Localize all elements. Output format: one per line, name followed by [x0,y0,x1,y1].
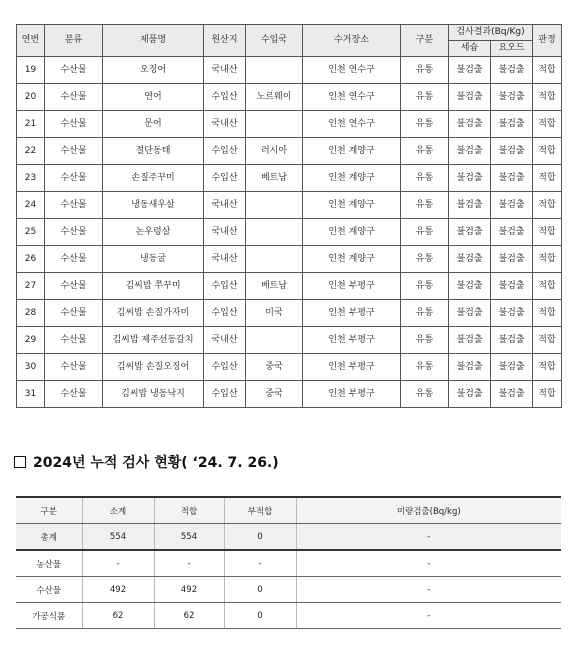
cell-verdict: 적합 [533,273,562,300]
cell-iodine: 불검출 [491,138,533,165]
cell-iodine: 불검출 [491,57,533,84]
summary-header-pass: 적합 [154,497,224,524]
header-iodine: 요오드 [491,41,533,57]
cell-location: 인천 연수구 [303,57,401,84]
summary-cell-trace: - [296,577,561,603]
table-row [17,300,562,327]
cell-iodine: 불검출 [491,246,533,273]
cell-import-country [246,192,303,219]
cell-division: 유통 [401,138,449,165]
cell-no: 29 [17,327,45,354]
table-row [17,192,562,219]
summary-cell-division: 가공식품 [16,603,82,629]
cell-origin: 수입산 [204,138,246,165]
cell-no: 24 [17,192,45,219]
cell-iodine: 불검출 [491,192,533,219]
cell-origin: 수입산 [204,300,246,327]
cell-cesium: 불검출 [449,381,491,408]
cell-verdict: 적합 [533,138,562,165]
cell-product: 김씨밥 제주선동갈치 [103,327,204,354]
summary-row [16,550,561,577]
header-result-group: 검사결과(Bq/Kg) [449,25,533,41]
cell-no: 20 [17,84,45,111]
cell-verdict: 적합 [533,300,562,327]
cell-location: 인천 연수구 [303,111,401,138]
cell-verdict: 적합 [533,165,562,192]
table-row [17,273,562,300]
summary-cell-pass: - [154,550,224,577]
cell-import-country: 러시아 [246,138,303,165]
cell-category: 수산물 [45,111,103,138]
cell-origin: 국내산 [204,111,246,138]
inspection-results-body [17,57,562,408]
cell-cesium: 불검출 [449,246,491,273]
cell-iodine: 불검출 [491,354,533,381]
summary-cell-pass: 62 [154,603,224,629]
cell-location: 인천 부평구 [303,300,401,327]
cell-origin: 국내산 [204,327,246,354]
summary-header-subtotal: 소계 [82,497,154,524]
summary-cell-fail: - [224,550,296,577]
cell-category: 수산물 [45,192,103,219]
cell-cesium: 불검출 [449,192,491,219]
cell-import-country: 노르웨이 [246,84,303,111]
cell-no: 27 [17,273,45,300]
cell-location: 인천 계양구 [303,219,401,246]
cell-verdict: 적합 [533,327,562,354]
header-division: 구분 [401,25,449,57]
cell-iodine: 불검출 [491,381,533,408]
cell-import-country [246,111,303,138]
table-row [17,219,562,246]
cell-no: 22 [17,138,45,165]
cell-cesium: 불검출 [449,219,491,246]
summary-heading [14,452,279,472]
cell-location: 인천 계양구 [303,165,401,192]
cell-category: 수산물 [45,273,103,300]
summary-row [16,524,561,551]
table-row [17,84,562,111]
checkbox-square-icon [14,456,26,468]
cell-no: 28 [17,300,45,327]
cell-division: 유통 [401,327,449,354]
cell-import-country [246,246,303,273]
cell-origin: 수입산 [204,84,246,111]
cell-location: 인천 부평구 [303,354,401,381]
summary-cell-subtotal: 492 [82,577,154,603]
cell-product: 김씨밥 손질오징어 [103,354,204,381]
cell-cesium: 불검출 [449,273,491,300]
cell-iodine: 불검출 [491,165,533,192]
cell-category: 수산물 [45,246,103,273]
cell-iodine: 불검출 [491,84,533,111]
cell-import-country: 미국 [246,300,303,327]
cell-division: 유통 [401,246,449,273]
cell-cesium: 불검출 [449,300,491,327]
cell-location: 인천 계양구 [303,246,401,273]
cell-division: 유통 [401,165,449,192]
cell-cesium: 불검출 [449,327,491,354]
summary-cell-division: 수산물 [16,577,82,603]
cell-division: 유통 [401,273,449,300]
table-row [17,57,562,84]
cell-location: 인천 연수구 [303,84,401,111]
cell-division: 유통 [401,57,449,84]
inspection-results-table [16,24,562,408]
header-cesium: 세슘 [449,41,491,57]
cell-origin: 수입산 [204,354,246,381]
cell-cesium: 불검출 [449,138,491,165]
cell-verdict: 적합 [533,246,562,273]
table-row [17,381,562,408]
table-row [17,354,562,381]
summary-cell-fail: 0 [224,524,296,551]
cell-division: 유통 [401,219,449,246]
cell-import-country: 베트남 [246,273,303,300]
cell-product: 절단동태 [103,138,204,165]
summary-cell-fail: 0 [224,603,296,629]
cell-location: 인천 부평구 [303,327,401,354]
cell-category: 수산물 [45,138,103,165]
cell-verdict: 적합 [533,84,562,111]
cell-product: 김씨밥 냉동낙지 [103,381,204,408]
cell-location: 인천 부평구 [303,273,401,300]
cell-location: 인천 계양구 [303,192,401,219]
cell-division: 유통 [401,84,449,111]
cell-import-country [246,219,303,246]
summary-cell-trace: - [296,524,561,551]
cell-verdict: 적합 [533,381,562,408]
cell-no: 19 [17,57,45,84]
cell-import-country: 베트남 [246,165,303,192]
cell-category: 수산물 [45,165,103,192]
cell-cesium: 불검출 [449,57,491,84]
cell-division: 유통 [401,381,449,408]
cell-product: 연어 [103,84,204,111]
cell-verdict: 적합 [533,192,562,219]
cell-cesium: 불검출 [449,165,491,192]
cell-no: 25 [17,219,45,246]
table-row [17,246,562,273]
cell-cesium: 불검출 [449,111,491,138]
header-category: 분류 [45,25,103,57]
cell-verdict: 적합 [533,57,562,84]
cell-category: 수산물 [45,327,103,354]
cell-origin: 국내산 [204,57,246,84]
summary-cell-subtotal: - [82,550,154,577]
table-row [17,138,562,165]
summary-cell-fail: 0 [224,577,296,603]
summary-header-division: 구분 [16,497,82,524]
summary-cell-division: 총계 [16,524,82,551]
summary-title: 2024년 누적 검사 현황( ‘24. 7. 26.) [33,455,279,471]
table-row [17,165,562,192]
cell-category: 수산물 [45,84,103,111]
header-no: 연번 [17,25,45,57]
cell-no: 26 [17,246,45,273]
cell-iodine: 불검출 [491,273,533,300]
cell-product: 문어 [103,111,204,138]
cell-category: 수산물 [45,300,103,327]
cell-origin: 수입산 [204,273,246,300]
cell-division: 유통 [401,111,449,138]
cell-no: 21 [17,111,45,138]
header-product: 제품명 [103,25,204,57]
cell-product: 논우렁살 [103,219,204,246]
cell-category: 수산물 [45,381,103,408]
summary-cell-pass: 492 [154,577,224,603]
cell-import-country [246,327,303,354]
header-origin: 원산지 [204,25,246,57]
cell-import-country: 중국 [246,381,303,408]
cell-no: 30 [17,354,45,381]
summary-cell-subtotal: 62 [82,603,154,629]
summary-header-fail: 부적합 [224,497,296,524]
cell-iodine: 불검출 [491,111,533,138]
cell-origin: 국내산 [204,219,246,246]
cell-verdict: 적합 [533,354,562,381]
cell-origin: 국내산 [204,192,246,219]
cell-location: 인천 계양구 [303,138,401,165]
cell-product: 손질주꾸미 [103,165,204,192]
cell-division: 유통 [401,192,449,219]
summary-cell-trace: - [296,603,561,629]
cell-import-country: 중국 [246,354,303,381]
cell-origin: 국내산 [204,246,246,273]
summary-body [16,524,561,629]
table-row [17,111,562,138]
cell-verdict: 적합 [533,111,562,138]
summary-cell-trace: - [296,550,561,577]
cell-no: 23 [17,165,45,192]
header-verdict: 판정 [533,25,562,57]
header-import-country: 수입국 [246,25,303,57]
summary-cell-subtotal: 554 [82,524,154,551]
summary-row [16,577,561,603]
cell-category: 수산물 [45,354,103,381]
cell-category: 수산물 [45,57,103,84]
cell-origin: 수입산 [204,381,246,408]
table-row [17,327,562,354]
summary-cell-pass: 554 [154,524,224,551]
cell-iodine: 불검출 [491,219,533,246]
cell-cesium: 불검출 [449,354,491,381]
cell-product: 냉동새우살 [103,192,204,219]
cell-import-country [246,57,303,84]
cell-product: 김씨밥 손질가자미 [103,300,204,327]
cell-no: 31 [17,381,45,408]
summary-row [16,603,561,629]
summary-table [16,496,561,629]
cell-division: 유통 [401,354,449,381]
header-location: 수거장소 [303,25,401,57]
cell-category: 수산물 [45,219,103,246]
cell-cesium: 불검출 [449,84,491,111]
cell-product: 냉동굴 [103,246,204,273]
summary-header-trace: 미량검출(Bq/kg) [296,497,561,524]
cell-iodine: 불검출 [491,327,533,354]
cell-location: 인천 부평구 [303,381,401,408]
summary-cell-division: 농산물 [16,550,82,577]
cell-product: 김씨밥 쭈꾸미 [103,273,204,300]
cell-origin: 수입산 [204,165,246,192]
cell-iodine: 불검출 [491,300,533,327]
cell-product: 오징어 [103,57,204,84]
cell-verdict: 적합 [533,219,562,246]
cell-division: 유통 [401,300,449,327]
